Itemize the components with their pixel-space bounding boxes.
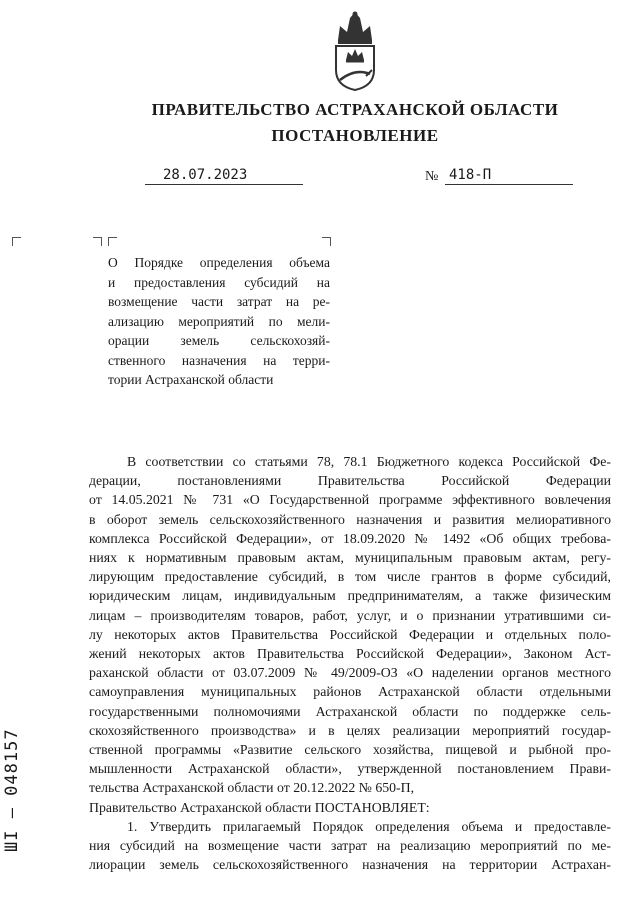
subject-line: ственного назначения на терри- xyxy=(108,352,330,368)
body-line: мышленности Астраханской области», утвержденной постановлением Прави- xyxy=(89,761,611,777)
body-line: юридическим лицам, индивидуальным предпринимателям, а также физическим xyxy=(89,588,611,604)
body-line: лирующим предоставление субсидий, в том числе грантов в форме субсидий, xyxy=(89,569,611,585)
document-date: 28.07.2023 xyxy=(145,167,303,185)
subject-line: орации земель сельскохозяй- xyxy=(108,333,330,348)
subject-line: тории Астраханской области xyxy=(108,372,274,387)
number-label: № xyxy=(425,169,439,184)
body-line: 1. Утвердить прилагаемый Порядок определения объема и предоставле- xyxy=(127,818,611,834)
body-line: государственными полномочиями Астраханской области по поддержке сель- xyxy=(89,703,611,719)
body-line: ниях к нормативным правовым актам, муниципальным правовым актам, регу- xyxy=(89,550,611,566)
body-line: самоуправления муниципальных районов Астраханской области отдельными xyxy=(89,684,611,700)
document-number: 418-П xyxy=(445,167,573,185)
serial-number: ШI – 048157 xyxy=(2,728,22,852)
body-line: жений некоторых актов Правительства Российской Федерации», Законом Аст- xyxy=(89,646,611,662)
body-line: лу некоторых актов Правительства Российской Федерации и отдельных поло- xyxy=(89,626,611,642)
coat-of-arms-icon xyxy=(322,10,388,92)
corner-mark xyxy=(108,237,117,246)
corner-mark xyxy=(12,237,21,246)
document-body xyxy=(89,452,611,874)
body-line: дерации, постановлениями Правительства Российской Федерации xyxy=(89,473,611,489)
government-title: ПРАВИТЕЛЬСТВО АСТРАХАНСКОЙ ОБЛАСТИ xyxy=(151,100,559,119)
body-line: Правительство Астраханской области ПОСТАНОВЛЯЕТ: xyxy=(89,799,430,815)
body-line: комплекса Российской Федерации», от 18.09.2020 № 1492 «Об общих требова- xyxy=(89,530,611,546)
corner-mark xyxy=(93,237,102,246)
body-line: в оборот земель сельскохозяйственного назначения и развития мелиоративного xyxy=(89,511,611,527)
body-line: лицам – производителям товаров, работ, услуг, и о признании утратившими си- xyxy=(89,607,611,623)
body-line: ния субсидий на возмещение части затрат на реализацию мероприятий по ме- xyxy=(89,838,611,854)
document-type: ПОСТАНОВЛЕНИЕ xyxy=(271,126,439,145)
body-line: лиорации земель сельскохозяйственного назначения на территории Астрахан- xyxy=(89,857,611,873)
subject-line: О Порядке определения объема xyxy=(108,255,330,270)
document-subject xyxy=(108,253,330,390)
body-line: скохозяйственного производства» и в целях реализации мероприятий государ- xyxy=(89,722,611,738)
subject-line: ализацию мероприятий по мели- xyxy=(108,313,330,329)
body-line: ственной программы «Развитие сельского хозяйства, пищевой и рыбной про- xyxy=(89,742,611,758)
body-line: тельства Астраханской области от 20.12.2022 № 650-П, xyxy=(89,780,415,796)
subject-line: и предоставления субсидий на xyxy=(108,274,330,290)
body-line: от 14.05.2021 № 731 «О Государственной программе эффективного вовлечения xyxy=(89,492,611,508)
corner-mark xyxy=(322,237,331,246)
body-line: В соответствии со статьями 78, 78.1 Бюджетного кодекса Российской Фе- xyxy=(127,454,611,469)
subject-line: возмещение части затрат на ре- xyxy=(108,294,330,309)
body-line: раханской области от 03.07.2009 № 49/2009-ОЗ «О наделении органов местного xyxy=(89,665,611,681)
